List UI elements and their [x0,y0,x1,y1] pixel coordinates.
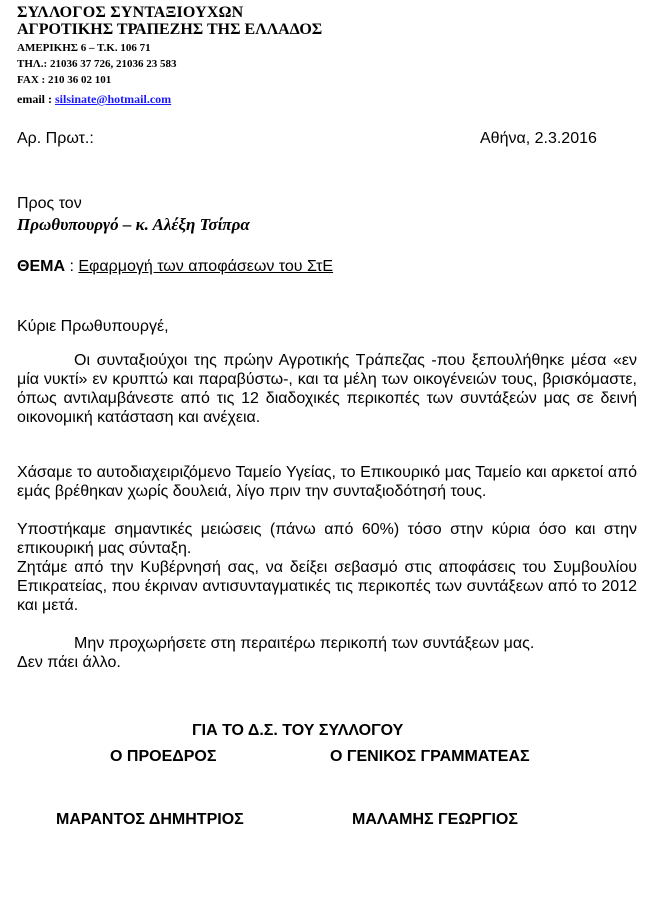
subject-line [17,258,333,276]
body-paragraph-6: Δεν πάει άλλο. [17,654,121,671]
email-link[interactable]: silsinate@hotmail.com [55,92,172,106]
secretary-name: ΜΑΛΑΜΗΣ ΓΕΩΡΓΙΟΣ [352,811,518,828]
body-paragraph-5: Μην προχωρήσετε στη περαιτέρω περικοπή των συντάξεων μας. [74,635,535,652]
signature-heading: ΓΙΑ ΤΟ Δ.Σ. ΤΟΥ ΣΥΛΛΟΓΟΥ [192,722,404,739]
association-name-line1: ΣΥΛΛΟΓΟΣ ΣΥΝΤΑΞΙΟΥΧΩΝ [17,4,244,21]
president-name: ΜΑΡΑΝΤΟΣ ΔΗΜΗΤΡΙΟΣ [56,811,244,828]
body-paragraph-2: Χάσαμε το αυτοδιαχειριζόμενο Ταμείο Υγείας, το Επικουρικό μας Ταμείο και αρκετοί από εμάς βρέθηκαν χωρίς δουλειά, λίγο πριν την συνταξιοδότησή τους. [17,464,637,500]
recipient-name: Πρωθυπουργό – κ. Αλέξη Τσίπρα [17,215,250,234]
letterhead-address: ΑΜΕΡΙΚΗΣ 6 – Τ.Κ. 106 71 [17,42,151,54]
body-paragraph-4: Ζητάμε από την Κυβέρνησή σας, να δείξει σεβασμό στις αποφάσεις του Συμβουλίου Επικρατείας, που έκριναν αντισυνταγματικές τις περικοπές των συντάξεων από το 2012 και μετά. [17,559,637,614]
email-label: email : [17,92,55,106]
association-name-line2: ΑΓΡΟΤΙΚΗΣ ΤΡΑΠΕΖΗΣ ΤΗΣ ΕΛΛΑΔΟΣ [17,21,323,38]
recipient-line1: Προς τον [17,195,82,212]
secretary-title: Ο ΓΕΝΙΚΟΣ ΓΡΑΜΜΑΤΕΑΣ [330,748,530,765]
subject-separator: : [65,258,79,275]
body-paragraph-3: Υποστήκαμε σημαντικές μειώσεις (πάνω από 60%) τόσο στην κύρια όσο και στην επικουρική μας σύνταξη. [17,521,637,557]
letterhead-phone: ΤΗΛ.: 21036 37 726, 21036 23 583 [17,58,177,70]
greeting: Κύριε Πρωθυπουργέ, [17,318,169,335]
president-title: Ο ΠΡΟΕΔΡΟΣ [110,748,217,765]
letterhead-email [17,92,171,107]
reference-number: Αρ. Πρωτ.: [17,130,94,147]
subject-label: ΘΕΜΑ [17,258,65,275]
subject-text: Εφαρμογή των αποφάσεων του ΣτΕ [78,258,334,275]
body-paragraph-1: Οι συνταξιούχοι της πρώην Αγροτικής Τράπεζας -που ξεπουλήθηκε μέσα «εν μία νυκτί» εν κρυπτώ και παραβύστω-, και τα μέλη των οικογένειών τους, βρισκόμαστε, όπως αντιλαμβάνεστε από τις 12 διαδοχικές περικοπές των συντάξεών μας σε δεινή οικονομική κατάσταση και ανέχεια. [17,352,637,426]
letter-date: Αθήνα, 2.3.2016 [480,130,597,147]
letterhead-fax: FAX : 210 36 02 101 [17,74,112,86]
